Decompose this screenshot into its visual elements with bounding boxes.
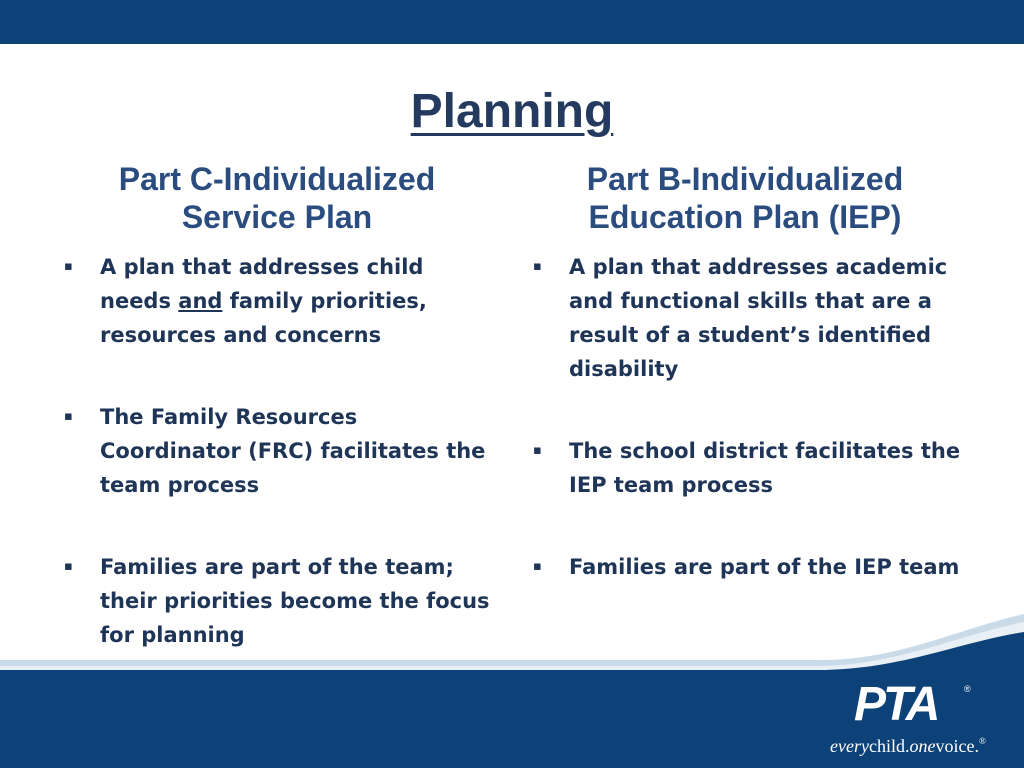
right-bullet-2-text: The school district facilitates the IEP team process	[569, 439, 961, 497]
left-bullet-2-text: The Family Resources Coordinator (FRC) facilitates the team process	[100, 405, 486, 497]
left-bullet-2	[64, 400, 500, 502]
bullet-marker-icon: ▪	[64, 409, 73, 424]
left-bullet-1-underlined: and	[178, 289, 223, 313]
pta-logo-text: PTA	[854, 678, 938, 728]
tagline-child: child.	[868, 736, 910, 756]
left-bullet-1-text-pre: A plan that addresses child needs	[100, 255, 424, 313]
tagline-voice: voice.	[935, 736, 979, 756]
right-bullet-3-text: Families are part of the IEP team	[569, 555, 960, 579]
bullet-marker-icon: ▪	[64, 559, 73, 574]
right-bullet-2	[533, 434, 969, 502]
tagline-every: every	[830, 736, 869, 756]
tagline-one: one	[909, 736, 936, 756]
left-heading-line2: Service Plan	[181, 199, 373, 235]
right-bullet-1	[533, 250, 969, 386]
right-heading-line2: Education Plan (IEP)	[588, 199, 902, 235]
bullet-marker-icon: ▪	[533, 443, 542, 458]
bullet-marker-icon: ▪	[533, 259, 542, 274]
right-heading-line1: Part B-Individualized	[586, 161, 904, 197]
bullet-marker-icon: ▪	[64, 259, 73, 274]
pta-tagline	[830, 736, 986, 757]
right-bullet-1-text: A plan that addresses academic and functional skills that are a result of a student’s identified disability	[569, 255, 948, 381]
left-heading-line1: Part C-Individualized	[118, 161, 436, 197]
right-column-heading	[530, 160, 960, 236]
left-column-heading	[62, 160, 492, 236]
pta-logo	[850, 678, 980, 728]
left-bullet-1	[64, 250, 500, 352]
top-banner	[0, 0, 1024, 44]
bullet-marker-icon: ▪	[533, 559, 542, 574]
slide-title: Planning	[410, 85, 614, 138]
pta-logo-mark: ®	[964, 684, 971, 694]
left-bullet-1-text-post: family priorities, resources and concerns	[100, 289, 427, 347]
right-bullet-3	[533, 550, 969, 584]
left-bullet-3-text: Families are part of the team; their priorities become the focus for planning	[100, 555, 490, 647]
tagline-registered-mark: ®	[978, 736, 986, 746]
